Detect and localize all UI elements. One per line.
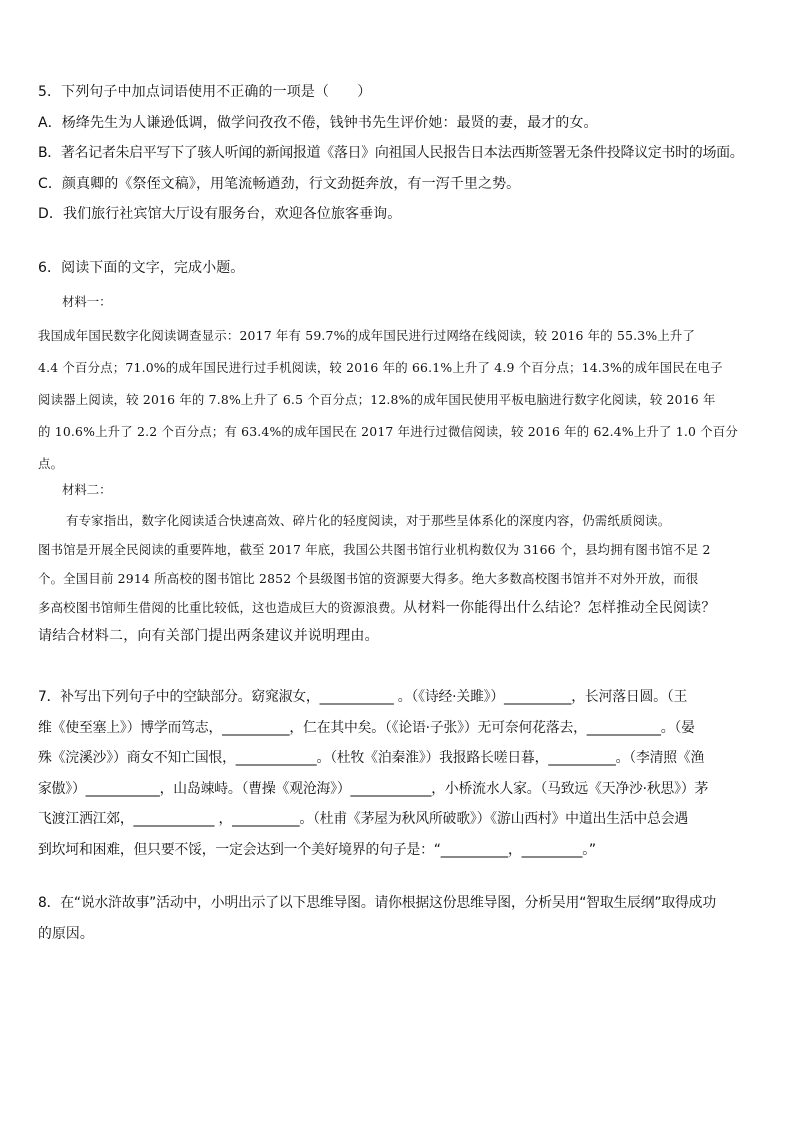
question-7-line: 7．补写出下列句子中的空缺部分。窈窕淑女，___________ 。（《诗经·关雎》）__________，长河落日圆。（王 — [38, 689, 688, 705]
question-5-option-d: D．我们旅行社宾馆大厅设有服务台，欢迎各位旅客垂询。 — [38, 206, 402, 222]
material-1-line: 点。 — [38, 456, 64, 471]
question-5-option-a: A．杨绛先生为人谦逊低调，做学问孜孜不倦，钱钟书先生评价她：最贤的妻，最才的女。 — [38, 114, 598, 131]
material-1-line: 我国成年国民数字化阅读调查显示：2017 年有 59.7%的成年国民进行过网络在线阅读，较 2016 年的 55.3%上升了 — [38, 328, 696, 343]
question-8-line: 的原因。 — [38, 925, 94, 942]
question-7-line: 殊《浣溪沙》）商女不知亡国恨，____________。（杜牧《泊秦淮》）我报路长嗟日暮，__________。（李清照《渔 — [38, 750, 705, 766]
material-2-line-with-question — [38, 593, 758, 622]
question-5-option-b: B．著名记者朱启平写下了骇人听闻的新闻报道《落日》向祖国人民报告日本法西斯签署无条件投降议定书时的场面。 — [38, 145, 744, 161]
question-6-stem — [38, 253, 758, 284]
question-7 — [38, 682, 778, 865]
question-6-prompt-line-2: 请结合材料二，向有关部门提出两条建议并说明理由。 — [38, 628, 379, 644]
question-7-line: 维《使至塞上》）博学而笃志，__________，仁在其中矣。（《论语·子张》）无可奈何花落去，___________。（晏 — [38, 719, 695, 736]
question-8 — [38, 888, 778, 949]
question-7-line: 到坎坷和困难，但只要不馁，一定会达到一个美好境界的句子是：“__________，_________。” — [38, 841, 596, 858]
question-5-stem: 5．下列句子中加点词语使用不正确的一项是（ ） — [38, 84, 372, 100]
question-5-option-c: C．颜真卿的《祭侄文稿》，用笔流畅遒劲，行文劲挺奔放，有一泻千里之势。 — [38, 175, 521, 192]
question-8-line: 8．在“说水浒故事”活动中，小明出示了以下思维导图。请你根据这份思维导图，分析吴用“智取生辰纲”取得成功 — [38, 895, 716, 911]
material-1-label: 材料一： — [62, 294, 112, 309]
question-6-stem-text: 6．阅读下面的文字，完成小题。 — [38, 260, 245, 276]
material-1-line: 的 10.6%上升了 2.2 个百分点；有 63.4%的成年国民在 2017 年进行过微信阅读，较 2016 年的 62.4%上升了 1.0 个百分 — [38, 424, 738, 439]
material-1-line: 阅读器上阅读，较 2016 年的 7.8%上升了 6.5 个百分点；12.8%的成年国民使用平板电脑进行数字化阅读，较 2016 年 — [38, 392, 716, 407]
material-2-last-line: 多高校图书馆师生借阅的比重比较低，这也造成巨大的资源浪费。 — [38, 600, 404, 615]
question-5 — [38, 77, 758, 230]
material-2-line: 图书馆是开展全民阅读的重要阵地，截至 2017 年底，我国公共图书馆行业机构数仅为 3166 个，县均拥有图书馆不足 2 — [38, 542, 711, 557]
material-2-line: 个。全国目前 2914 所高校的图书馆比 2852 个县级图书馆的资源要大得多。绝大多数高校图书馆并不对外开放，而很 — [38, 571, 699, 586]
material-1-line: 4.4 个百分点；71.0%的成年国民进行过手机阅读，较 2016 年的 66.1%上升了 4.9 个百分点；14.3%的成年国民在电子 — [38, 360, 723, 375]
material-1-text — [38, 320, 758, 480]
material-2-label: 材料二： — [62, 482, 112, 497]
material-2-line: 有专家指出，数字化阅读适合快速高效、碎片化的轻度阅读，对于那些呈体系化的深度内容，仍需纸质阅读。 — [66, 513, 671, 528]
question-7-line: 飞渡江洒江郊，____________ ，__________。（杜甫《茅屋为秋风所破歌》）《游山西村》中道出生活中总会遇 — [38, 811, 689, 827]
material-2-text — [38, 506, 758, 651]
question-7-line: 家傲》）___________，山岛竦峙。（曹操《观沧海》）____________，小桥流水人家。（马致远《天净沙·秋思》）茅 — [38, 780, 709, 797]
question-6-prompt: 从材料一你能得出什么结论？怎样推动全民阅读？ — [403, 600, 716, 616]
